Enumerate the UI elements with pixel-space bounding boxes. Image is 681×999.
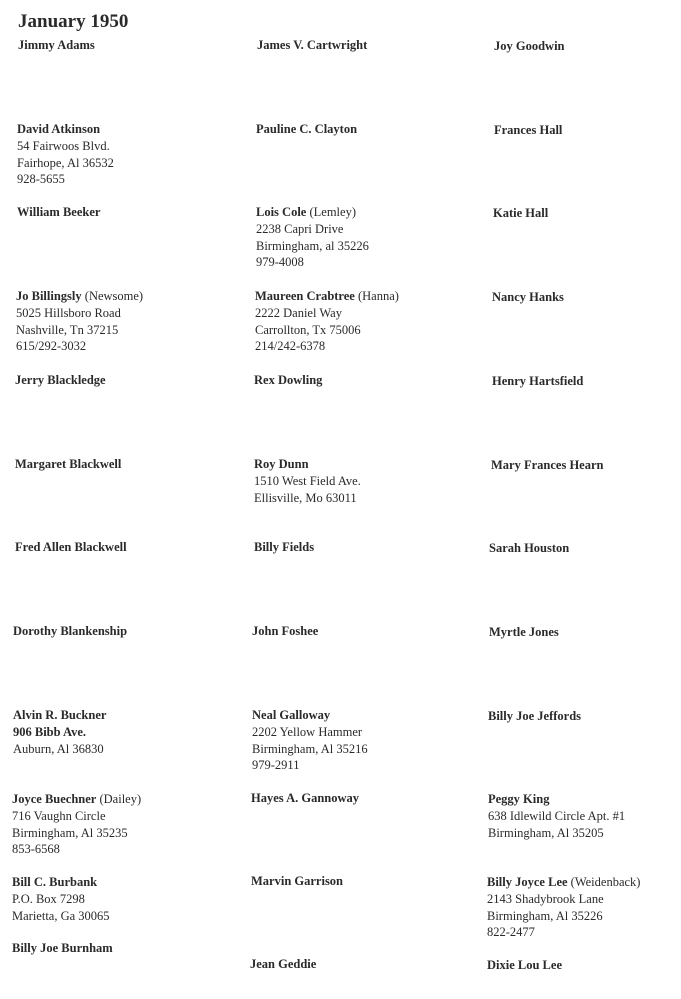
person-name: Marvin Garrison: [251, 874, 344, 888]
person-name: Dixie Lou Lee: [487, 958, 562, 972]
person-name: Jimmy Adams: [18, 38, 95, 52]
directory-entry: [12, 874, 227, 924]
address-line: Birmingham, Al 35216: [252, 741, 368, 756]
address-line: 928-5655: [17, 172, 65, 187]
directory-entry: [252, 707, 467, 774]
address-line: 615/292-3032: [16, 339, 87, 354]
person-name: Jerry Blackledge: [15, 373, 106, 387]
address-line: Birmingham, Al 35226: [487, 908, 603, 923]
street-address: 906 Bibb Ave.: [13, 724, 87, 739]
directory-entry: [254, 539, 469, 556]
address-line: 214/242-6378: [255, 339, 326, 354]
maiden-name: (Lemley): [309, 205, 356, 219]
person-name: Billy Joe Burnham: [12, 941, 113, 955]
directory-entry: [491, 457, 681, 474]
address-line: Carrollton, Tx 75006: [255, 322, 361, 337]
address-line: Birmingham, Al 35235: [12, 825, 128, 840]
directory-entry: [18, 37, 233, 54]
directory-entry: [13, 623, 228, 640]
person-name: Jean Geddie: [250, 957, 317, 971]
address-line: Marietta, Ga 30065: [12, 908, 110, 923]
directory-entry: [15, 372, 230, 389]
directory-entry: [255, 288, 470, 355]
person-name: Pauline C. Clayton: [256, 122, 358, 136]
person-name: Hayes A. Gannoway: [251, 791, 360, 805]
directory-entry: [15, 539, 230, 556]
person-name: Myrtle Jones: [489, 625, 559, 639]
directory-entry: [488, 791, 681, 841]
person-name: Joy Goodwin: [494, 39, 565, 53]
directory-entry: [487, 957, 681, 974]
person-name: Peggy King: [488, 792, 550, 806]
address-line: Birmingham, al 35226: [256, 238, 369, 253]
address-line: 822-2477: [487, 925, 535, 940]
person-name: David Atkinson: [17, 122, 101, 136]
address-line: 2222 Daniel Way: [255, 305, 342, 320]
person-name: Alvin R. Buckner: [13, 708, 107, 722]
directory-entry: [492, 373, 681, 390]
directory-entry: [17, 204, 232, 221]
directory-entry: [488, 708, 681, 725]
person-name: Jo Billingsly: [16, 289, 82, 303]
person-name: Joyce Buechner: [12, 792, 97, 806]
person-name: Rex Dowling: [254, 373, 323, 387]
person-name: William Beeker: [17, 205, 101, 219]
person-name: Billy Joe Jeffords: [488, 709, 582, 723]
person-name: James V. Cartwright: [257, 38, 368, 52]
directory-entry: [487, 874, 681, 941]
directory-entry: [251, 790, 466, 807]
directory-entry: [12, 791, 227, 858]
person-name: Neal Galloway: [252, 708, 331, 722]
maiden-name: (Dailey): [99, 792, 142, 806]
address-line: 716 Vaughn Circle: [12, 808, 106, 823]
person-name: Dorothy Blankenship: [13, 624, 128, 638]
address-line: Auburn, Al 36830: [13, 741, 104, 756]
directory-entry: [494, 122, 681, 139]
directory-entry: [252, 623, 467, 640]
directory-entry: [13, 707, 228, 757]
person-name: Bill C. Burbank: [12, 875, 98, 889]
directory-entry: [489, 540, 681, 557]
address-line: Birmingham, Al 35205: [488, 825, 604, 840]
directory-entry: [256, 121, 471, 138]
maiden-name: (Weidenback): [570, 875, 641, 889]
address-line: P.O. Box 7298: [12, 891, 85, 906]
maiden-name: (Hanna): [357, 289, 399, 303]
directory-entry: [15, 456, 230, 473]
directory-entry: [12, 940, 227, 957]
page-title: January 1950: [18, 11, 129, 32]
directory-entry: [16, 288, 231, 355]
directory-entry: [257, 37, 472, 54]
directory-entry: [256, 204, 471, 271]
address-line: 5025 Hillsboro Road: [16, 305, 121, 320]
address-line: Fairhope, Al 36532: [17, 155, 114, 170]
directory-entry: [251, 873, 466, 890]
person-name: John Foshee: [252, 624, 319, 638]
directory-entry: [492, 289, 681, 306]
person-name: Mary Frances Hearn: [491, 458, 604, 472]
person-name: Margaret Blackwell: [15, 457, 122, 471]
directory-entry: [254, 372, 469, 389]
person-name: Lois Cole: [256, 205, 307, 219]
person-name: Billy Joyce Lee: [487, 875, 568, 889]
person-name: Sarah Houston: [489, 541, 570, 555]
directory-entry: [250, 956, 465, 973]
address-line: 2238 Capri Drive: [256, 221, 344, 236]
directory-entry: [494, 38, 681, 55]
address-line: 2143 Shadybrook Lane: [487, 891, 604, 906]
directory-entry: [254, 456, 469, 506]
address-line: 979-4008: [256, 255, 304, 270]
address-line: 979-2911: [252, 758, 300, 773]
person-name: Fred Allen Blackwell: [15, 540, 127, 554]
person-name: Roy Dunn: [254, 457, 309, 471]
directory-entry: [17, 121, 232, 188]
address-line: 54 Fairwoos Blvd.: [17, 138, 110, 153]
address-line: Ellisville, Mo 63011: [254, 490, 357, 505]
person-name: Katie Hall: [493, 206, 549, 220]
person-name: Henry Hartsfield: [492, 374, 584, 388]
address-line: 1510 West Field Ave.: [254, 473, 361, 488]
person-name: Billy Fields: [254, 540, 315, 554]
address-line: 638 Idlewild Circle Apt. #1: [488, 808, 626, 823]
person-name: Frances Hall: [494, 123, 563, 137]
directory-entry: [489, 624, 681, 641]
person-name: Nancy Hanks: [492, 290, 564, 304]
directory-entry: [493, 205, 681, 222]
address-line: 853-6568: [12, 842, 60, 857]
address-line: 2202 Yellow Hammer: [252, 724, 363, 739]
maiden-name: (Newsome): [84, 289, 144, 303]
person-name: Maureen Crabtree: [255, 289, 355, 303]
address-line: Nashville, Tn 37215: [16, 322, 119, 337]
